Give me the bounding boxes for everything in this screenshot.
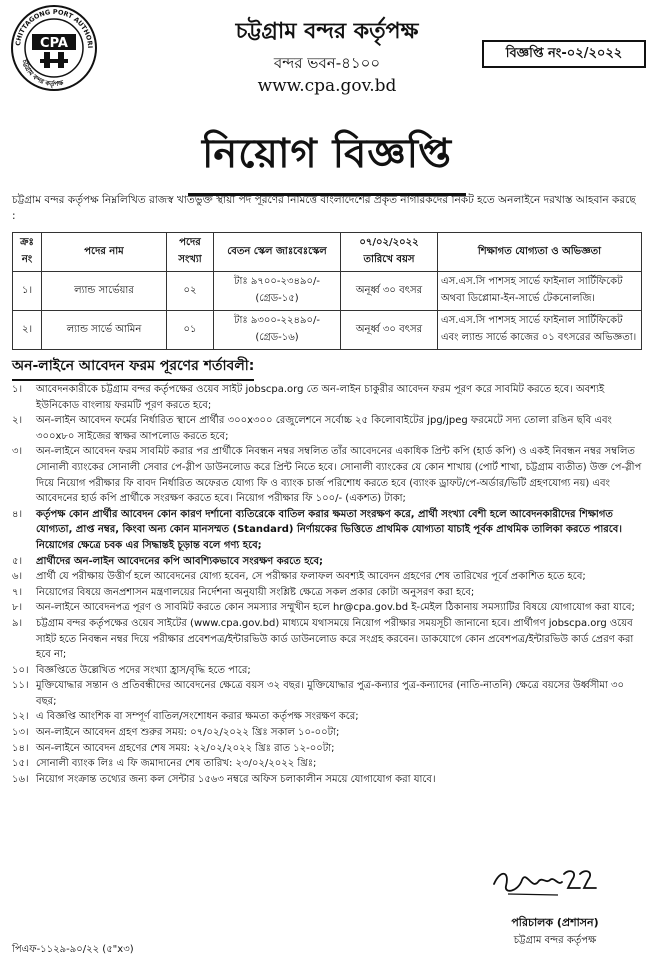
list-item: [12, 709, 642, 725]
term-text: অন-লাইনে আবেদনপত্র পূরণ ও সাবমিট করতে কোন সমস্যার সম্মুখীন হলে hr@cpa.gov.bd ই-মেইল ঠিকানায় সমস্যাটির বিষয়ে যোগাযোগ করা যাবে;: [36, 602, 635, 614]
col-count-header: পদের সংখ্যা: [167, 233, 214, 272]
term-number: ১৩।: [12, 727, 29, 739]
notice-title-wrap: [0, 122, 654, 196]
signatory-title: পরিচালক (প্রশাসন): [511, 916, 599, 929]
logo-ring-bottom-text: চট্টগ্রাম বন্দর কর্তৃপক্ষ: [20, 58, 65, 89]
term-text: প্রার্থীদের অন-লাইন আবেদনের কপি আবশ্যিকভাবে সংরক্ষণ করতে হবে;: [36, 555, 324, 567]
list-item: [12, 756, 642, 772]
list-item: [12, 382, 642, 413]
col-serial-header: ক্রঃ নং: [13, 233, 42, 272]
term-number: ১০।: [12, 664, 29, 676]
list-item: [12, 678, 642, 709]
term-number: ৪।: [12, 508, 23, 520]
posts-table: [12, 232, 642, 350]
cell-scale: টাঃ ৯৭০০-২৩৪৯০/- (গ্রেড-১৫): [214, 272, 341, 311]
col-post-header: পদের নাম: [42, 233, 167, 272]
term-text: আবেদনকারীকে চট্টগ্রাম বন্দর কর্তৃপক্ষের ওয়েব সাইট jobscpa.org তে অন-লাইন চাকুরীর আবেদন ফরম পূরণ করে সাবমিট করতে হবে। অবশ্যই ইউনিকোড বাংলায় ফরমটি পূরণ করতে হবে;: [36, 384, 605, 411]
organization-name: চট্টগ্রাম বন্দর কর্তৃপক্ষ: [235, 19, 419, 44]
list-item: [12, 554, 642, 570]
cell-serial: ২।: [13, 311, 42, 350]
organization-address: বন্দর ভবন-৪১০০: [273, 54, 381, 72]
list-item: [12, 444, 642, 506]
list-item: [12, 569, 642, 585]
term-text: অন-লাইনে আবেদন গ্রহণ শুরুর সময়: ০৭/০২/২০২২ খ্রিঃ সকাল ১০-০০টা;: [36, 727, 340, 739]
cell-age: অনূর্ধ্ব ৩০ বৎসর: [341, 272, 438, 311]
term-text: কর্তৃপক্ষ কোন প্রার্থীর আবেদন কোন কারণ দর্শানো ব্যতিরেকে বাতিল করার ক্ষমতা সংরক্ষণ করে, প্রার্থী সংখ্যা বেশী হলে আবেদনকারীদের শিক্ষাগত যোগ্যতা, প্রাপ্ত নম্বর, কিংবা অন্য কোন মানসম্মত (Standard) নির্ণায়কের ভিত্তিতে প্রাথমিক যোগ্যতা যাচাই পূর্বক প্রাথমিক তালিকা করতে পারবে। নিয়োগের ক্ষেত্রে চবক এর সিদ্ধান্তই চূড়ান্ত বলে গণ্য হবে;: [36, 508, 622, 551]
logo-ring-top-text: CHITTAGONG PORT AUTHORI: [14, 7, 95, 49]
terms-title: অন-লাইনে আবেদন ফরম পূরণের শর্তাবলী:: [12, 354, 254, 381]
list-item: [12, 600, 642, 616]
logo-center-text: CPA: [40, 36, 68, 51]
term-number: ৬।: [12, 571, 23, 583]
term-text: চট্টগ্রাম বন্দর কর্তৃপক্ষের ওয়েব সাইটের (www.cpa.gov.bd) মাধ্যমে যথাসময়ে নিয়োগ পরীক্ষার সময়সূচী জানানো হবে। প্রার্থীগণ jobscpa.org ওয়েব সাইট হতে নিবন্ধন নম্বর দিয়ে পরীক্ষার প্রবেশপত্র/ইন্টারভিউ কার্ড ডাউনলোড করে সংগ্রহ করবেন। ডাকযোগে কোন প্রবেশপত্র/ইন্টারভিউ কার্ড প্রেরণ করা হবে না;: [36, 617, 634, 661]
term-text: এ বিজ্ঞপ্তি আংশিক বা সম্পূর্ণ বাতিল/সংশোধন করার ক্ষমতা কর্তৃপক্ষ সংরক্ষণ করে;: [36, 711, 359, 723]
term-text: অন-লাইনে আবেদন ফরম সাবমিট করার পর প্রার্থীকে নিবন্ধন নম্বর সম্বলিত তাঁর আবেদনের একাধিক প্রিন্ট কপি (হার্ড কপি) ও একই নিবন্ধন নম্বর সম্বলিত সোনালী ব্যাংকের সোনালী সেবার পে-স্লীপ ডাউনলোড করে প্রিন্ট নিতে হবে। সোনালী ব্যাংকের যে কোন শাখায় (পোর্ট শাখা, চট্টগ্রাম ব্যতীত) উক্ত পে-স্লীপ দিয়ে নিয়োগ পরীক্ষার ফি বাবদ নির্ধারিত অফেরত যোগ্য ফি ও ব্যাংক চার্জ পরিশোধ করতে হবে (ব্যাংক ড্রাফট/পে-অর্ডার/ভিটি গ্রহণযোগ্য নয়) এবং আবেদনের হার্ড কপি প্রার্থীকে সংরক্ষণ করতে হবে। নিয়োগ পরীক্ষার ফি ১০০/- (একশত) টাকা;: [36, 446, 642, 505]
terms-list: [12, 382, 642, 787]
term-number: ৫।: [12, 555, 23, 567]
term-number: ১৫।: [12, 758, 29, 770]
list-item: [12, 585, 642, 601]
notice-title: নিয়োগ বিজ্ঞপ্তি: [188, 122, 466, 196]
cell-post: ল্যান্ড সার্ভে আমিন: [42, 311, 167, 350]
table-header-row: [13, 233, 642, 272]
table-row: [13, 311, 642, 350]
list-item: [12, 725, 642, 741]
cell-age: অনূর্ধ্ব ৩০ বৎসর: [341, 311, 438, 350]
term-number: ১৪।: [12, 742, 29, 754]
signatory-organization: চট্টগ্রাম বন্দর কর্তৃপক্ষ: [513, 935, 597, 946]
cell-post: ল্যান্ড সার্ভেয়ার: [42, 272, 167, 311]
term-text: অন-লাইন আবেদন ফর্মের নির্ধারিত স্থানে প্রার্থীর ৩০০x৩০০ রেজুলেশনে সর্বোচ্চ ২৫ কিলোবাইটের jpg/jpeg ফরমেটে সদ্য তোলা রঙিন ছবি এবং ৩০০x৮০ সাইজের স্বাক্ষর আপলোড করতে হবে;: [36, 415, 612, 442]
cell-scale: টাঃ ৯৩০০-২২৪৯০/- (গ্রেড-১৬): [214, 311, 341, 350]
list-item: [12, 413, 642, 444]
col-scale-header: বেতন স্কেল জাঃবেঃস্কেল: [214, 233, 341, 272]
term-number: ৩।: [12, 446, 23, 458]
list-item: [12, 616, 642, 663]
cell-qualification: এস.এস.সি পাশসহ সার্ভে ফাইনাল সার্টিফিকেট অথবা ডিপ্লোমা-ইন-সার্ভে টেকনোলজি।: [438, 272, 642, 311]
term-text: নিয়োগের বিষয়ে জনপ্রশাসন মন্ত্রণালয়ের নির্দেশনা অনুযায়ী সংশ্লিষ্ট ক্ষেত্রে সকল প্রকার কোটা অনুসরণ করা হবে;: [36, 586, 475, 598]
notice-number-badge: বিজ্ঞপ্তি নং-০২/২০২২: [482, 40, 646, 68]
term-number: ২।: [12, 415, 23, 427]
term-text: অন-লাইনে আবেদন গ্রহণের শেষ সময়: ২২/০২/২০২২ খ্রিঃ রাত ১২-০০টা;: [36, 742, 335, 754]
cell-serial: ১।: [13, 272, 42, 311]
intro-paragraph: চট্টগ্রাম বন্দর কর্তৃপক্ষ নিম্নলিখিত রাজস্ব খাতভুক্ত স্থায়ী পদ পূরণের নিমিত্তে বাংলাদেশের প্রকৃত নাগরিকদের নিকট হতে অনলাইনে দরখাস্ত আহবান করছে :: [12, 194, 636, 222]
term-text: বিজ্ঞপ্তিতে উল্লেখিত পদের সংখ্যা হ্রাস/বৃদ্ধি হতে পারে;: [36, 664, 251, 676]
list-item: [12, 772, 642, 788]
list-item: [12, 741, 642, 757]
signature-icon: [488, 862, 598, 902]
list-item: [12, 663, 642, 679]
term-number: ১১।: [12, 680, 29, 692]
term-text: প্রার্থী যে পরীক্ষায় উত্তীর্ণ হলে আবেদনের যোগ্য হবেন, সে পরীক্ষার ফলাফল অবশ্যই আবেদন গ্রহণের শেষ তারিখের পূর্বে প্রকাশিত হতে হবে;: [36, 571, 586, 583]
table-row: [13, 272, 642, 311]
cell-qualification: এস.এস.সি পাশসহ সার্ভে ফাইনাল সার্টিফিকেট এবং ল্যান্ড সার্ভে কাজের ০১ বৎসরের অভিজ্ঞতা।: [438, 311, 642, 350]
term-number: ১৬।: [12, 773, 29, 785]
term-number: ৮।: [12, 602, 23, 614]
col-age-header: ০৭/০২/২০২২ তারিখে বয়স: [341, 233, 438, 272]
term-text: মুক্তিযোদ্ধার সন্তান ও প্রতিবন্ধীদের আবেদনের ক্ষেত্রে বয়স ৩২ বছর। মুক্তিযোদ্ধার পুত্র-কন্যার পুত্র-কন্যাদের (নাতি-নাতনি) ক্ষেত্রে বয়সের উর্ধ্বসীমা ৩০ বছর;: [36, 680, 625, 707]
term-text: সোনালী ব্যাংক লিঃ এ ফি জমাদানের শেষ তারিখ: ২৩/০২/২০২২ খ্রিঃ;: [36, 758, 317, 770]
col-qualification-header: শিক্ষাগত যোগ্যতা ও অভিজ্ঞতা: [438, 233, 642, 272]
term-number: ৭।: [12, 586, 23, 598]
organization-website[interactable]: www.cpa.gov.bd: [257, 76, 397, 96]
handwritten-signature: [488, 862, 598, 902]
term-text: নিয়োগ সংক্রান্ত তথ্যের জন্য কল সেন্টার ১৫৬৩ নম্বরে অফিস চলাকালীন সময়ে যোগাযোগ করা যাবে।: [36, 773, 436, 785]
term-number: ১।: [12, 384, 23, 395]
footer-code: পিএফ-১১২৯-৯০/২২ (৫"x৩): [12, 944, 134, 955]
cell-count: ০২: [167, 272, 214, 311]
cell-count: ০১: [167, 311, 214, 350]
term-number: ৯।: [12, 617, 23, 629]
list-item: [12, 507, 642, 554]
term-number: ১২।: [12, 711, 29, 723]
